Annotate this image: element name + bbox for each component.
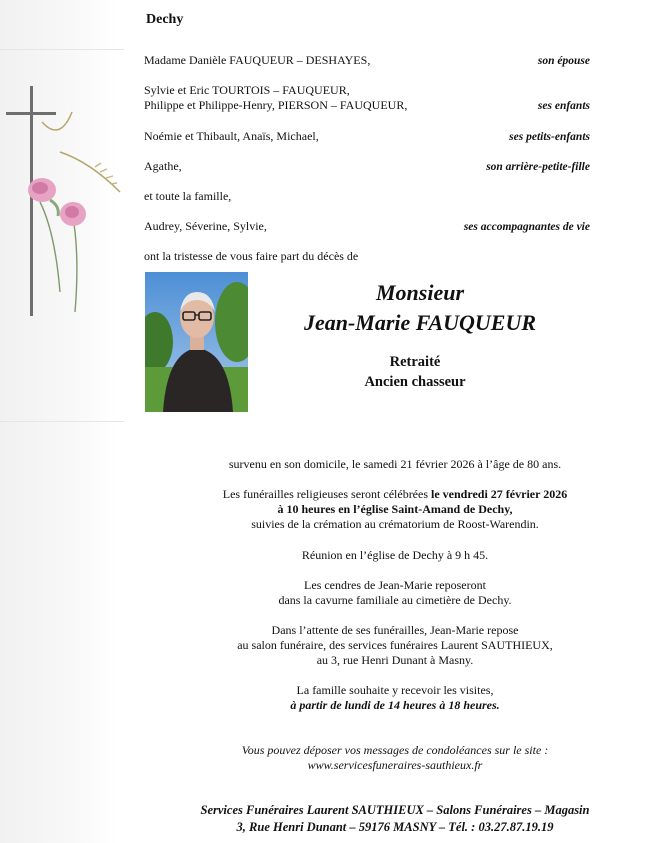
family-names: Madame Danièle FAUQUEUR – DESHAYES, xyxy=(144,53,371,67)
deceased-title: Monsieur xyxy=(375,280,465,305)
fold-line xyxy=(0,421,124,422)
town-name: Dechy xyxy=(146,12,184,27)
family-names: et toute la famille, xyxy=(144,189,232,203)
family-line-grandchildren xyxy=(144,129,590,144)
funeral-time-place: à 10 heures en l’église Saint-Amand de Dechy, xyxy=(277,502,513,516)
family-role: ses petits-enfants xyxy=(509,131,590,143)
family-line-great-grandchild xyxy=(144,159,590,174)
family-names: Agathe, xyxy=(144,159,182,173)
deceased-portrait xyxy=(145,272,248,412)
family-names: Noémie et Thibault, Anaïs, Michael, xyxy=(144,129,319,143)
visit-hours: à partir de lundi de 14 heures à 18 heures. xyxy=(290,698,500,712)
family-names: Audrey, Séverine, Sylvie, xyxy=(144,219,267,233)
cremation-info: suivies de la crémation au crématorium de Roost-Warendin. xyxy=(251,517,539,531)
ashes-info: Les cendres de Jean-Marie reposeront dans la cavurne familiale au cimetière de Dechy. xyxy=(278,578,512,607)
visits-info: La famille souhaite y recevoir les visites, à partir de lundi de 14 heures à 18 heures. xyxy=(290,683,500,712)
deceased-name-block xyxy=(260,278,580,338)
funeral-date: le vendredi 27 février 2026 xyxy=(431,487,568,501)
condolences-website[interactable]: www.servicesfuneraires-sauthieux.fr xyxy=(307,758,483,772)
family-role: son épouse xyxy=(537,55,590,67)
announcement: ont la tristesse de vous faire part du décès de xyxy=(144,249,359,263)
deceased-name: Jean-Marie FAUQUEUR xyxy=(303,310,537,335)
cross-roses-illustration xyxy=(0,82,130,322)
footer-address: 3, Rue Henri Dunant – 59176 MASNY – Tél. : 03.27.87.19.19 xyxy=(236,820,554,834)
family-names: Philippe et Philippe-Henry, PIERSON – FAUQUEUR, xyxy=(144,98,408,112)
funeral-info: Les funérailles religieuses seront célébrées le vendredi 27 février 2026 à 10 heures en l’église Saint-Amand de Dechy, suivies de la crémation au crématorium de Roost-Warendin. xyxy=(175,487,615,532)
death-notice: survenu en son domicile, le samedi 21 février 2026 à l’âge de 80 ans. xyxy=(228,457,562,471)
footer-company: Services Funéraires Laurent SAUTHIEUX – Salons Funéraires – Magasin xyxy=(200,803,590,817)
condolences-info: Vous pouvez déposer vos messages de condoléances sur le site : www.servicesfuneraires-sauthieux.fr xyxy=(175,743,615,773)
meeting-info: Réunion en l’église de Dechy à 9 h 45. xyxy=(301,548,489,562)
family-line-caregivers xyxy=(144,219,590,234)
family-role: ses accompagnantes de vie xyxy=(463,221,590,233)
family-line-children xyxy=(144,83,590,113)
family-names: Sylvie et Eric TOURTOIS – FAUQUEUR, xyxy=(144,83,350,97)
rest-info: Dans l’attente de ses funérailles, Jean-Marie repose au salon funéraire, des services funéraires Laurent SAUTHIEUX, au 3, rue Henri Dunant à Masny. xyxy=(237,623,553,667)
fold-line xyxy=(0,49,124,50)
family-role: ses enfants xyxy=(537,100,590,112)
funeral-home-footer xyxy=(150,802,640,836)
family-line-all xyxy=(144,189,590,204)
family-line-spouse xyxy=(144,53,590,68)
deceased-quality: Ancien chasseur xyxy=(364,374,466,390)
deceased-quality: Retraité xyxy=(389,354,441,370)
family-role: son arrière-petite-fille xyxy=(486,161,590,173)
